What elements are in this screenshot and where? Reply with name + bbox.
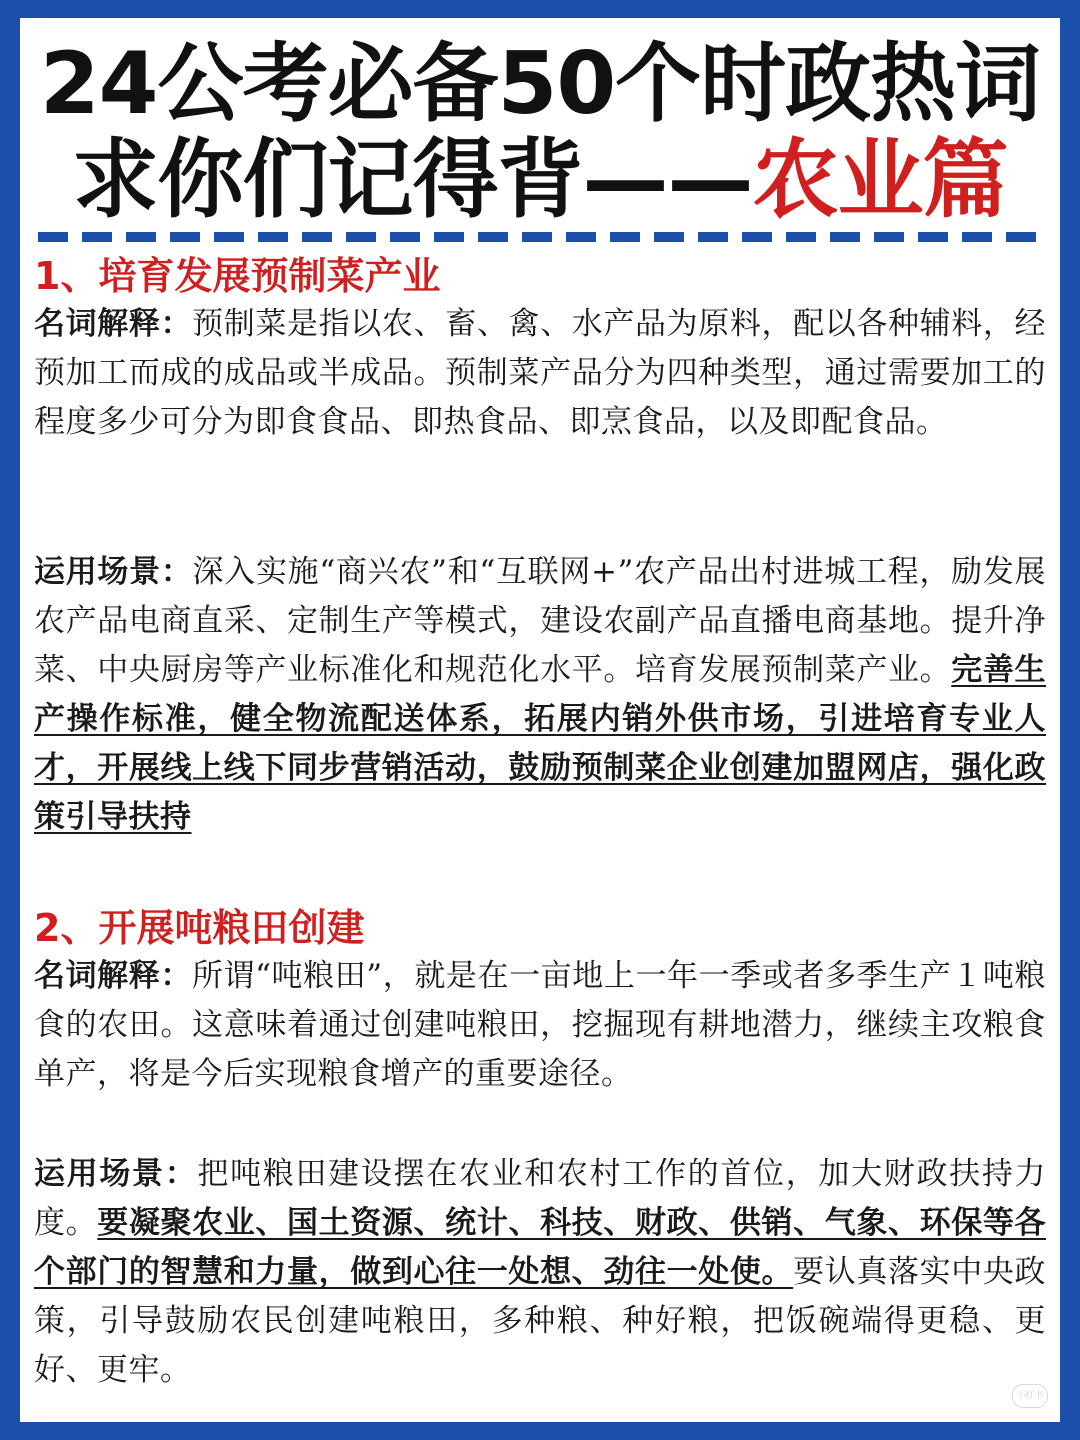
usage-text: 把吨粮田建设摆在农业和农村工作的首位，加大财政扶持力度。 [34,1156,1047,1241]
section-2-definition [34,952,1046,1099]
definition-text: 预制菜是指以农、畜、禽、水产品为原料，配以各种辅料，经预加工而成的成品或半成品。预制菜产品分为四种类型，通过需要加工的程度多少可分为即食食品、即热食品、即烹食品，以及即配食品。 [34,306,1047,440]
section-2-heading: 2、开展吨粮田创建 [34,906,365,950]
section-1-heading: 1、培育发展预制菜产业 [34,254,441,298]
usage-highlight: 要凝聚农业、国土资源、统计、科技、财政、供销、气象、环保等各个部门的智慧和力量，做到心往一处想、劲往一处使。 [34,1205,1047,1290]
document-page [20,18,1060,1422]
usage-label: 运用场景： [34,554,193,590]
usage-highlight: 完善生产操作标准，健全物流配送体系，拓展内销外供市场，引进培育专业人才，开展线上线下同步营销活动，鼓励预制菜企业创建加盟网店，强化政策引导扶持 [34,652,1047,835]
watermark-logo: 小红书 [1012,1384,1048,1408]
definition-text: 所谓“吨粮田”，就是在一亩地上一年一季或者多季生产１吨粮食的农田。这意味着通过创建吨粮田，挖掘现有耕地潜力，继续主攻粮食单产，将是今后实现粮食增产的重要途径。 [34,958,1046,1092]
page-title-line-1: 24公考必备50个时政热词 [39,34,1041,134]
section-1-usage [34,548,1046,842]
title-highlight-text: 农业篇 [752,130,1008,230]
section-2-usage [34,1150,1046,1395]
usage-label: 运用场景： [34,1156,198,1192]
usage-after-text: 要认真落实中央政策，引导鼓励农民创建吨粮田，多种粮、种好粮，把饭碗端得更稳、更好、更牢。 [34,1254,1047,1388]
title-main-text: 求你们记得背—— [72,130,753,230]
dashed-divider [38,232,1046,242]
definition-label: 名词解释： [34,958,192,994]
page-title-line-2 [20,132,1060,228]
usage-text: 深入实施“商兴农”和“互联网+”农产品出村进城工程，励发展农产品电商直采、定制生产等模式，建设农副产品直播电商基地。提升净菜、中央厨房等产业标准化和规范化水平。培育发展预制菜产业。 [34,554,1047,688]
section-1-definition [34,300,1046,447]
definition-label: 名词解释： [34,306,193,342]
